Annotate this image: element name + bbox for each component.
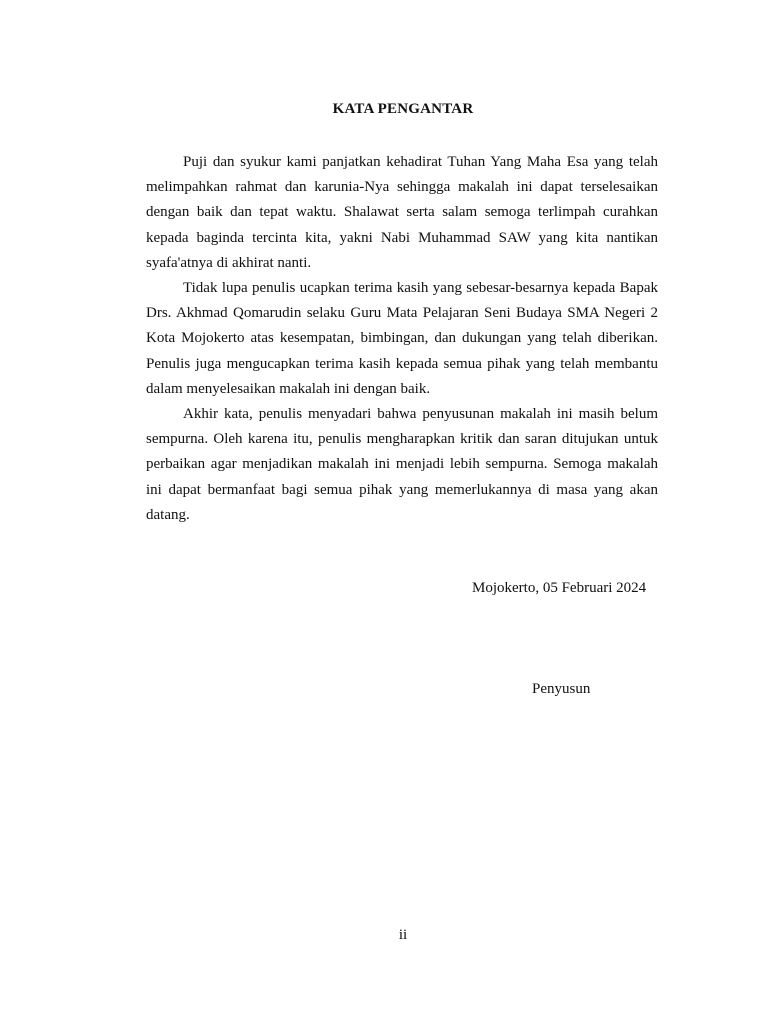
paragraph-opening: Puji dan syukur kami panjatkan kehadirat Tuhan Yang Maha Esa yang telah melimpahkan rahmat dan karunia-Nya sehingga makalah ini dapat terselesaikan dengan baik dan tepat waktu. Shalawat serta salam semoga terlimpah curahkan kepada baginda tercinta kita, yakni Nabi Muhammad SAW yang kita nantikan syafa'atnya di akhirat nanti. bbox=[146, 154, 658, 271]
paragraph-acknowledgement: Tidak lupa penulis ucapkan terima kasih yang sebesar-besarnya kepada Bapak Drs. Akhmad Qomarudin selaku Guru Mata Pelajaran Seni Budaya SMA Negeri 2 Kota Mojokerto atas kesempatan, bimbingan, dan dukungan yang telah diberikan. Penulis juga mengucapkan terima kasih kepada semua pihak yang telah membantu dalam menyelesaikan makalah ini dengan baik. bbox=[146, 280, 658, 397]
page-title: KATA PENGANTAR bbox=[332, 101, 474, 117]
body-text bbox=[146, 150, 658, 528]
place-date: Mojokerto, 05 Februari 2024 bbox=[472, 580, 647, 596]
author-signature: Penyusun bbox=[532, 681, 591, 697]
paragraph-closing: Akhir kata, penulis menyadari bahwa penyusunan makalah ini masih belum sempurna. Oleh karena itu, penulis mengharapkan kritik dan saran ditujukan untuk perbaikan agar menjadikan makalah ini menjadi lebih sempurna. Semoga makalah ini dapat bermanfaat bagi semua pihak yang memerlukannya di masa yang akan datang. bbox=[146, 406, 658, 523]
page-number: ii bbox=[398, 927, 408, 943]
